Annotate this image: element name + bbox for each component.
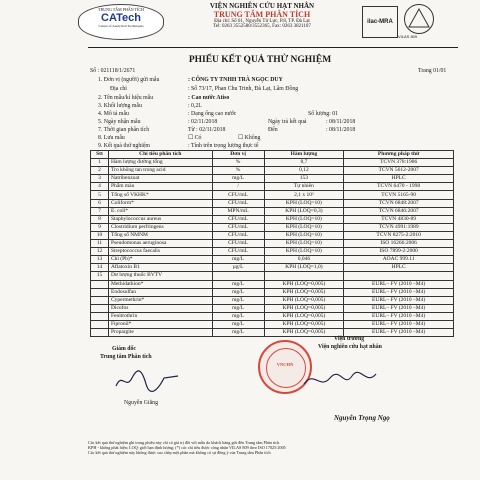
logo-sub: Center of Analytical Techniques [98, 24, 144, 28]
cell-unit: mg/L [212, 320, 264, 328]
cell-method: TCVN 4830-89 [344, 215, 454, 223]
cell-method: ISO 7899-2:2000 [344, 248, 454, 256]
cell-test: Cypermethrin* [108, 296, 212, 304]
cell-result: 153 [264, 175, 344, 183]
cell-test: Aflatoxin B1 [108, 264, 212, 272]
catech-logo [78, 4, 164, 40]
field-value-8: ☐ Có [188, 135, 202, 141]
table-header-row [91, 151, 454, 159]
cell-result: KPH (LOQ=10) [264, 240, 344, 248]
cell-stt [91, 288, 109, 296]
cell-method: EURL– FV (2010 –M4) [344, 304, 454, 312]
cell-unit: % [212, 159, 264, 167]
field-value-6: : 02/11/2018 [188, 119, 218, 125]
field-label-3: 2. Tên mẫu/kí hiệu mẫu [98, 95, 154, 101]
official-stamp-icon: VNCHN [258, 340, 312, 394]
field-value-3: : Cao nước Atiso [188, 95, 230, 101]
cell-stt: 5 [91, 191, 109, 199]
cell-unit: mg/L [212, 256, 264, 264]
field-label-8: 8. Lưu mẫu [98, 135, 125, 141]
address: Địa chỉ: Số 01, Nguyễn Tử Lực, P.8, TP. Đà Lạt [214, 19, 310, 24]
cell-stt: 7 [91, 207, 109, 215]
right-signer-title2: Viện nghiên cứu hạt nhân [318, 344, 382, 350]
cell-method: EURL– FV (2010 –M4) [344, 296, 454, 304]
cell-method: AOAC 999.11 [344, 256, 454, 264]
cell-unit: / [212, 183, 264, 191]
cell-stt [91, 312, 109, 320]
cell-unit: CFU/mL [212, 240, 264, 248]
cell-result: 8,7 [264, 159, 344, 167]
cell-test: Clostridium perfringens [108, 223, 212, 231]
cell-method [344, 272, 454, 280]
cell-unit: CFU/mL [212, 199, 264, 207]
cell-stt [91, 296, 109, 304]
cell-test: Coliform* [108, 199, 212, 207]
report-number: Số : 021118/1/2671 [90, 68, 136, 74]
col-header-stt: Stt [91, 151, 109, 159]
left-signer-title1: Giám đốc [112, 346, 136, 352]
cell-stt: 2 [91, 167, 109, 175]
cell-test: Dicofos [108, 304, 212, 312]
cell-method: EURL– FV (2010 –M4) [344, 280, 454, 288]
cell-stt [91, 304, 109, 312]
cell-stt: 6 [91, 199, 109, 207]
footer-notes [88, 440, 448, 455]
cell-method: EURL– FV (2010 –M4) [344, 320, 454, 328]
field-label-1: 1. Đơn vị (người) gửi mẫu [98, 77, 160, 83]
storage-no: ☐ Không [238, 135, 261, 141]
right-signer-title1: Viện trưởng [334, 336, 365, 342]
cell-unit: mg/L [212, 280, 264, 288]
cell-stt [91, 320, 109, 328]
table-row [91, 304, 454, 312]
cell-result: KPH (LOQ=10) [264, 215, 344, 223]
cell-unit: mg/L [212, 312, 264, 320]
end-date: : 08/11/2018 [326, 127, 356, 133]
ilac-mra-logo: ilac-MRA [362, 6, 398, 38]
table-row [91, 312, 454, 320]
field-value-2: : Số 73/17, Phan Chu Trinh, Đà Lạt, Lâm Đồng [188, 86, 299, 92]
cell-test: Streptococcus faecalis [108, 248, 212, 256]
footer-line2: KPH - không phát hiện; LOQ: giới hạn định lượng; (*) các chỉ tiêu được công nhận VILAS 809 theo ISO 17025:2005 [88, 445, 286, 450]
field-value-9: : Tính trên trọng lượng thực tế [188, 143, 259, 149]
table-row [91, 329, 454, 337]
cell-method: EURL– FV (2010 –M4) [344, 312, 454, 320]
field-value-4: : 0,2L [188, 103, 202, 109]
cell-unit: CFU/mL [212, 191, 264, 199]
cell-method: EURL– FV (2010 –M4) [344, 288, 454, 296]
cell-unit: µg/L [212, 264, 264, 272]
cell-stt: 1 [91, 159, 109, 167]
table-body [91, 159, 454, 337]
cell-unit: % [212, 167, 264, 175]
table-row [91, 280, 454, 288]
table-row [91, 183, 454, 191]
cell-stt: 4 [91, 183, 109, 191]
cell-test: E. coli* [108, 207, 212, 215]
cell-method: TCVN 5165-90 [344, 191, 454, 199]
header-divider [88, 47, 458, 48]
cell-stt: 10 [91, 231, 109, 239]
cell-method: ISO 16266:2006 [344, 240, 454, 248]
cell-result: 0,046 [264, 256, 344, 264]
cell-test: Dư lượng thuốc BVTV [108, 272, 212, 280]
table-row [91, 320, 454, 328]
cell-unit: mg/L [212, 175, 264, 183]
field-label-5: 4. Mô tả mẫu [98, 111, 129, 117]
cell-test: Propargite [108, 329, 212, 337]
return-date-label: Ngày trả kết quả [268, 119, 307, 125]
table-row [91, 288, 454, 296]
table-row [91, 223, 454, 231]
cell-stt: 9 [91, 223, 109, 231]
left-signer-name: Nguyễn Giằng [124, 400, 158, 406]
cell-test: Tro không tan trong acid [108, 167, 212, 175]
cell-result: KPH (LOQ=0,005) [264, 288, 344, 296]
table-row [91, 199, 454, 207]
logo-top-text: TRUNG TÂM PHÂN TÍCH [98, 7, 144, 12]
cell-test: Phẩm màu [108, 183, 212, 191]
cell-result: 0,12 [264, 167, 344, 175]
cell-method: TCVN 6846:2007 [344, 207, 454, 215]
return-date: : 08/11/2018 [326, 119, 356, 125]
cell-stt: 3 [91, 175, 109, 183]
cell-method: TCVN 378:1986 [344, 159, 454, 167]
field-label-2: Địa chỉ [110, 86, 127, 92]
cell-test: Fenitrothrin [108, 312, 212, 320]
cell-unit: CFU/mL [212, 223, 264, 231]
cell-result: 2,1 x 10² [264, 191, 344, 199]
header-block [162, 2, 362, 29]
vilas-number: VILAS 809 [398, 34, 418, 39]
cell-test: Tổng số VKHK* [108, 191, 212, 199]
cell-stt: 13 [91, 256, 109, 264]
end-date-label: Đến [268, 127, 278, 133]
vilas-seal-icon [404, 4, 434, 34]
field-label-9: 9. Kết quả thử nghiệm [98, 143, 150, 149]
cell-test: Staphylococcus aureus [108, 215, 212, 223]
table-row [91, 296, 454, 304]
col-header-method: Phương pháp thử [344, 151, 454, 159]
cell-unit: CFU/mL [212, 215, 264, 223]
cell-unit [212, 272, 264, 280]
cell-test: Methidathion* [108, 280, 212, 288]
cell-result: KPH (LOQ=0,005) [264, 320, 344, 328]
phone: Tel: 0263 3552580/3552365, Fax: 0263 3821107 [213, 24, 311, 29]
cell-unit: MPN/mL [212, 207, 264, 215]
table-row [91, 191, 454, 199]
cell-test: Hàm lượng đường tổng [108, 159, 212, 167]
table-row [91, 264, 454, 272]
table-row [91, 248, 454, 256]
field-value-1: : CÔNG TY TNHH TRÀ NGỌC DUY [188, 77, 283, 83]
table-row [91, 159, 454, 167]
table-row [91, 256, 454, 264]
cell-method: TCVN 8275-2:2010 [344, 231, 454, 239]
table-row [91, 167, 454, 175]
table-row [91, 175, 454, 183]
table-row [91, 207, 454, 215]
cell-method: TCVN 5612-2007 [344, 167, 454, 175]
cell-test: Endosulfan [108, 288, 212, 296]
cell-unit: mg/L [212, 329, 264, 337]
table-row [91, 272, 454, 280]
cell-result: KPH (LOQ=10) [264, 231, 344, 239]
footer-line1: Các kết quả thử nghiệm ghi trong phiếu này chỉ có giá trị đối với mẫu do khách hàng gửi đến Trung tâm Phân tích. [88, 440, 281, 445]
logo-brand: CATech [101, 12, 141, 24]
cell-result [264, 272, 344, 280]
cell-result: KPH (LOQ=0,3) [264, 207, 344, 215]
cell-result: KPH (LOQ=10) [264, 248, 344, 256]
cell-test: Tổng số NMNM [108, 231, 212, 239]
cell-result: Tự nhiên [264, 183, 344, 191]
page-title: PHIẾU KẾT QUẢ THỬ NGHIỆM [188, 55, 332, 65]
page-number: Trang 01/01 [418, 68, 447, 74]
cell-stt: 14 [91, 264, 109, 272]
cell-stt: 8 [91, 215, 109, 223]
cell-test: Chì (Pb)* [108, 256, 212, 264]
field-label-7: 7. Thời gian phân tích [98, 127, 150, 133]
right-signature-icon [300, 368, 380, 394]
left-signer-title2: Trung tâm Phân tích [100, 354, 152, 360]
col-header-result: Hàm lượng [264, 151, 344, 159]
right-signer-name: Nguyễn Trọng Ngọ [334, 414, 390, 422]
col-header-unit: Đơn vị [212, 151, 264, 159]
field-label-6: 5. Ngày nhận mẫu [98, 119, 141, 125]
cell-method: HPLC [344, 264, 454, 272]
cell-result: KPH (LOQ=0,005) [264, 280, 344, 288]
cell-result: KPH (LOQ=0,005) [264, 329, 344, 337]
cell-stt: 15 [91, 272, 109, 280]
cell-method: TCVN 6470 - 1998 [344, 183, 454, 191]
cell-result: KPH (LOQ=0,005) [264, 312, 344, 320]
footer-line3: Các kết quả thử nghiệm này không được sao chép một phần mà không có sự đồng ý của Trung tâm Phân tích [88, 450, 271, 455]
cell-unit: mg/L [212, 296, 264, 304]
cell-method: TCVN 4991:1989 [344, 223, 454, 231]
cell-stt [91, 280, 109, 288]
cell-stt: 11 [91, 240, 109, 248]
cell-unit: CFU/mL [212, 248, 264, 256]
table-row [91, 240, 454, 248]
field-label-4: 3. Khối lượng mẫu [98, 103, 142, 109]
cell-stt: 12 [91, 248, 109, 256]
institute-name: VIỆN NGHIÊN CỨU HẠT NHÂN [209, 2, 315, 10]
cell-test: Pseudomonas aeruginosa [108, 240, 212, 248]
field-value-5: : Dạng ống cao nước [188, 111, 237, 117]
field-value-7: Từ : 02/11/2018 [188, 127, 226, 133]
sample-qty: Số lượng: 01 [308, 111, 339, 117]
cell-result: KPH (LOQ=10) [264, 223, 344, 231]
col-header-test: Chỉ tiêu phân tích [108, 151, 212, 159]
cell-method: TCVN 6848:2007 [344, 199, 454, 207]
cell-unit: mg/L [212, 304, 264, 312]
center-name: TRUNG TÂM PHÂN TÍCH [213, 10, 311, 19]
cell-test: Fipronil* [108, 320, 212, 328]
cell-method: EURL– FV (2010 –M4) [344, 329, 454, 337]
cell-stt [91, 329, 109, 337]
cell-result: KPH (LOQ=0,005) [264, 296, 344, 304]
cell-result: KPH (LOQ=0,005) [264, 304, 344, 312]
cell-result: KPH (LOQ=10) [264, 199, 344, 207]
results-table [90, 150, 454, 337]
left-signature-icon [112, 366, 182, 394]
table-row [91, 215, 454, 223]
cell-method: HPLC [344, 175, 454, 183]
table-row [91, 231, 454, 239]
cell-result: KPH (LOQ=1,0) [264, 264, 344, 272]
cell-unit: mg/L [212, 288, 264, 296]
cell-unit: CFU/mL [212, 231, 264, 239]
cell-test: Natribenzoat [108, 175, 212, 183]
